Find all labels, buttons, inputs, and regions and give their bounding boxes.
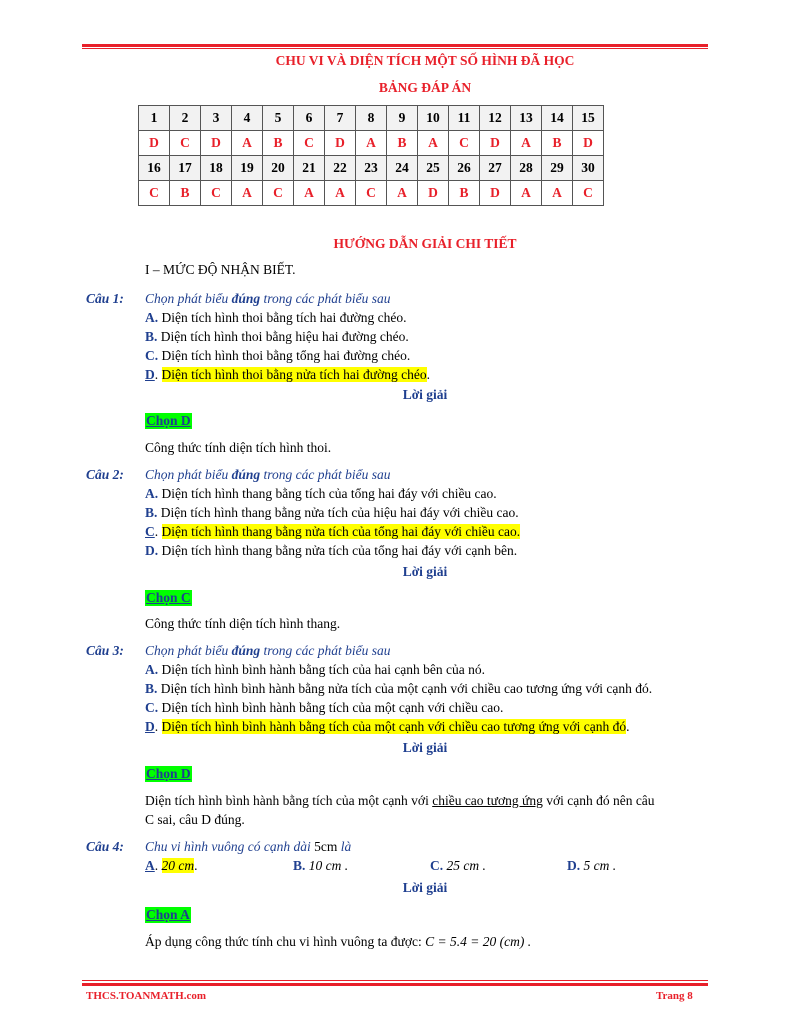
answer-number-cell: 1 (139, 106, 170, 131)
answer-letter-cell: A (511, 131, 542, 156)
answer-letter-cell: B (542, 131, 573, 156)
answer-letter-cell: D (139, 131, 170, 156)
answer-number-cell: 19 (232, 156, 263, 181)
option-d-correct: D. Diện tích hình bình hành bằng tích của một cạnh với chiều cao tương ứng với cạnh đó. (145, 719, 630, 734)
answer-number-cell: 3 (201, 106, 232, 131)
question-prompt: Chu vi hình vuông có cạnh dài 5cm là (145, 839, 352, 854)
option-c-correct: C. Diện tích hình thang bằng nửa tích của tổng hai đáy với chiều cao. (145, 524, 521, 539)
answer-letter-cell: A (232, 181, 263, 206)
section-title: HƯỚNG DẪN GIẢI CHI TIẾT (333, 236, 517, 251)
answer-number-cell: 13 (511, 106, 542, 131)
answer-table-title: BẢNG ĐÁP ÁN (378, 80, 472, 95)
solution-label: Lời giải (402, 740, 448, 755)
answer-letter-cell: A (387, 181, 418, 206)
answer-number-cell: 29 (542, 156, 573, 181)
answer-number-cell: 2 (170, 106, 201, 131)
option-d-correct: D. Diện tích hình thoi bằng nửa tích hai đường chéo. (145, 367, 430, 382)
solution-label: Lời giải (402, 564, 448, 579)
option-a: A. Diện tích hình bình hành bằng tích của hai cạnh bên của nó. (145, 662, 486, 677)
answer-choice: Chọn D (146, 766, 191, 781)
answer-table (138, 105, 604, 206)
footer-rule (82, 983, 708, 986)
explanation: Diện tích hình bình hành bằng tích của một cạnh với chiều cao tương ứng với cạnh đó nên câu (145, 793, 655, 808)
answer-letter-cell: A (356, 131, 387, 156)
answer-letter-cell: A (294, 181, 325, 206)
answer-number-cell: 24 (387, 156, 418, 181)
answer-letter-cell: C (573, 181, 604, 206)
answer-number-cell: 10 (418, 106, 449, 131)
page-number: Trang 8 (656, 990, 693, 1002)
answer-letter-cell: A (418, 131, 449, 156)
option-a: A. Diện tích hình thang bằng tích của tổng hai đáy với chiều cao. (145, 486, 497, 501)
option-b: B. Diện tích hình thoi bằng hiệu hai đường chéo. (145, 329, 409, 344)
option-b: B. Diện tích hình thang bằng nửa tích của hiệu hai đáy với chiều cao. (145, 505, 519, 520)
question-label: Câu 3: (86, 643, 124, 658)
answer-number-cell: 11 (449, 106, 480, 131)
option-a-correct: A. 20 cm. (145, 858, 198, 873)
answer-letter-cell: A (511, 181, 542, 206)
question-prompt: Chọn phát biểu đúng trong các phát biểu sau (145, 467, 391, 482)
answer-number-cell: 23 (356, 156, 387, 181)
answer-letter-cell: D (480, 131, 511, 156)
answer-number-cell: 30 (573, 156, 604, 181)
explanation: Công thức tính diện tích hình thang. (145, 616, 341, 631)
answer-number-cell: 26 (449, 156, 480, 181)
answer-number-cell: 18 (201, 156, 232, 181)
answer-letter-cell: A (232, 131, 263, 156)
option-b: B. Diện tích hình bình hành bằng nửa tích của một cạnh với chiều cao tương ứng với cạnh đó. (145, 681, 653, 696)
answer-letter-cell: D (201, 131, 232, 156)
question-prompt: Chọn phát biểu đúng trong các phát biểu sau (145, 291, 391, 306)
answer-number-cell: 17 (170, 156, 201, 181)
option-d: D. Diện tích hình thang bằng nửa tích của tổng hai đáy với cạnh bên. (145, 543, 518, 558)
question-prompt: Chọn phát biểu đúng trong các phát biểu sau (145, 643, 391, 658)
option-c: C. Diện tích hình thoi bằng tổng hai đường chéo. (145, 348, 411, 363)
answer-choice: Chọn C (146, 590, 191, 605)
answer-choice: Chọn D (146, 413, 191, 428)
answer-number-cell: 20 (263, 156, 294, 181)
explanation: Áp dụng công thức tính chu vi hình vuông ta được: C = 5.4 = 20 (cm) . (145, 934, 532, 949)
answer-letter-cell: C (263, 181, 294, 206)
answer-number-cell: 28 (511, 156, 542, 181)
answer-number-cell: 21 (294, 156, 325, 181)
level-heading: I – MỨC ĐỘ NHẬN BIẾT. (145, 262, 296, 277)
footer-site-link[interactable]: THCS.TOANMATH.com (86, 990, 206, 1002)
answer-letter-cell: D (325, 131, 356, 156)
answer-letter-cell: C (139, 181, 170, 206)
option-d: D. 5 cm . (567, 858, 617, 873)
explanation-cont: C sai, câu D đúng. (145, 812, 245, 827)
answer-choice: Chọn A (146, 907, 190, 922)
answer-letter-cell: D (480, 181, 511, 206)
answer-letter-cell: C (356, 181, 387, 206)
footer-rule-thin (82, 980, 708, 981)
header-rule (82, 44, 708, 47)
option-c: C. 25 cm . (430, 858, 486, 873)
answer-letter-cell: C (201, 181, 232, 206)
answer-number-cell: 12 (480, 106, 511, 131)
answer-number-cell: 5 (263, 106, 294, 131)
answer-letter-cell: A (542, 181, 573, 206)
answer-number-cell: 16 (139, 156, 170, 181)
answer-letter-cell: B (449, 181, 480, 206)
answer-number-cell: 8 (356, 106, 387, 131)
answer-number-cell: 25 (418, 156, 449, 181)
answer-number-cell: 27 (480, 156, 511, 181)
answer-letter-cell: C (294, 131, 325, 156)
answer-number-cell: 9 (387, 106, 418, 131)
answer-number-cell: 22 (325, 156, 356, 181)
answer-letter-cell: B (263, 131, 294, 156)
answer-letter-cell: B (170, 181, 201, 206)
answer-letter-cell: A (325, 181, 356, 206)
answer-letter-cell: C (170, 131, 201, 156)
header-rule-thin (82, 48, 708, 49)
option-c: C. Diện tích hình bình hành bằng tích của một cạnh với chiều cao. (145, 700, 504, 715)
answer-letter-cell: D (573, 131, 604, 156)
solution-label: Lời giải (402, 880, 448, 895)
option-a: A. Diện tích hình thoi bằng tích hai đường chéo. (145, 310, 407, 325)
solution-label: Lời giải (402, 387, 448, 402)
question-label: Câu 4: (86, 839, 124, 854)
question-label: Câu 2: (86, 467, 124, 482)
answer-number-cell: 4 (232, 106, 263, 131)
explanation: Công thức tính diện tích hình thoi. (145, 440, 332, 455)
answer-letter-cell: D (418, 181, 449, 206)
answer-letter-cell: B (387, 131, 418, 156)
answer-number-cell: 14 (542, 106, 573, 131)
document-title: CHU VI VÀ DIỆN TÍCH MỘT SỐ HÌNH ĐÃ HỌC (275, 53, 575, 68)
answer-number-cell: 6 (294, 106, 325, 131)
option-b: B. 10 cm . (293, 858, 349, 873)
answer-number-cell: 15 (573, 106, 604, 131)
answer-number-cell: 7 (325, 106, 356, 131)
question-label: Câu 1: (86, 291, 124, 306)
answer-letter-cell: C (449, 131, 480, 156)
